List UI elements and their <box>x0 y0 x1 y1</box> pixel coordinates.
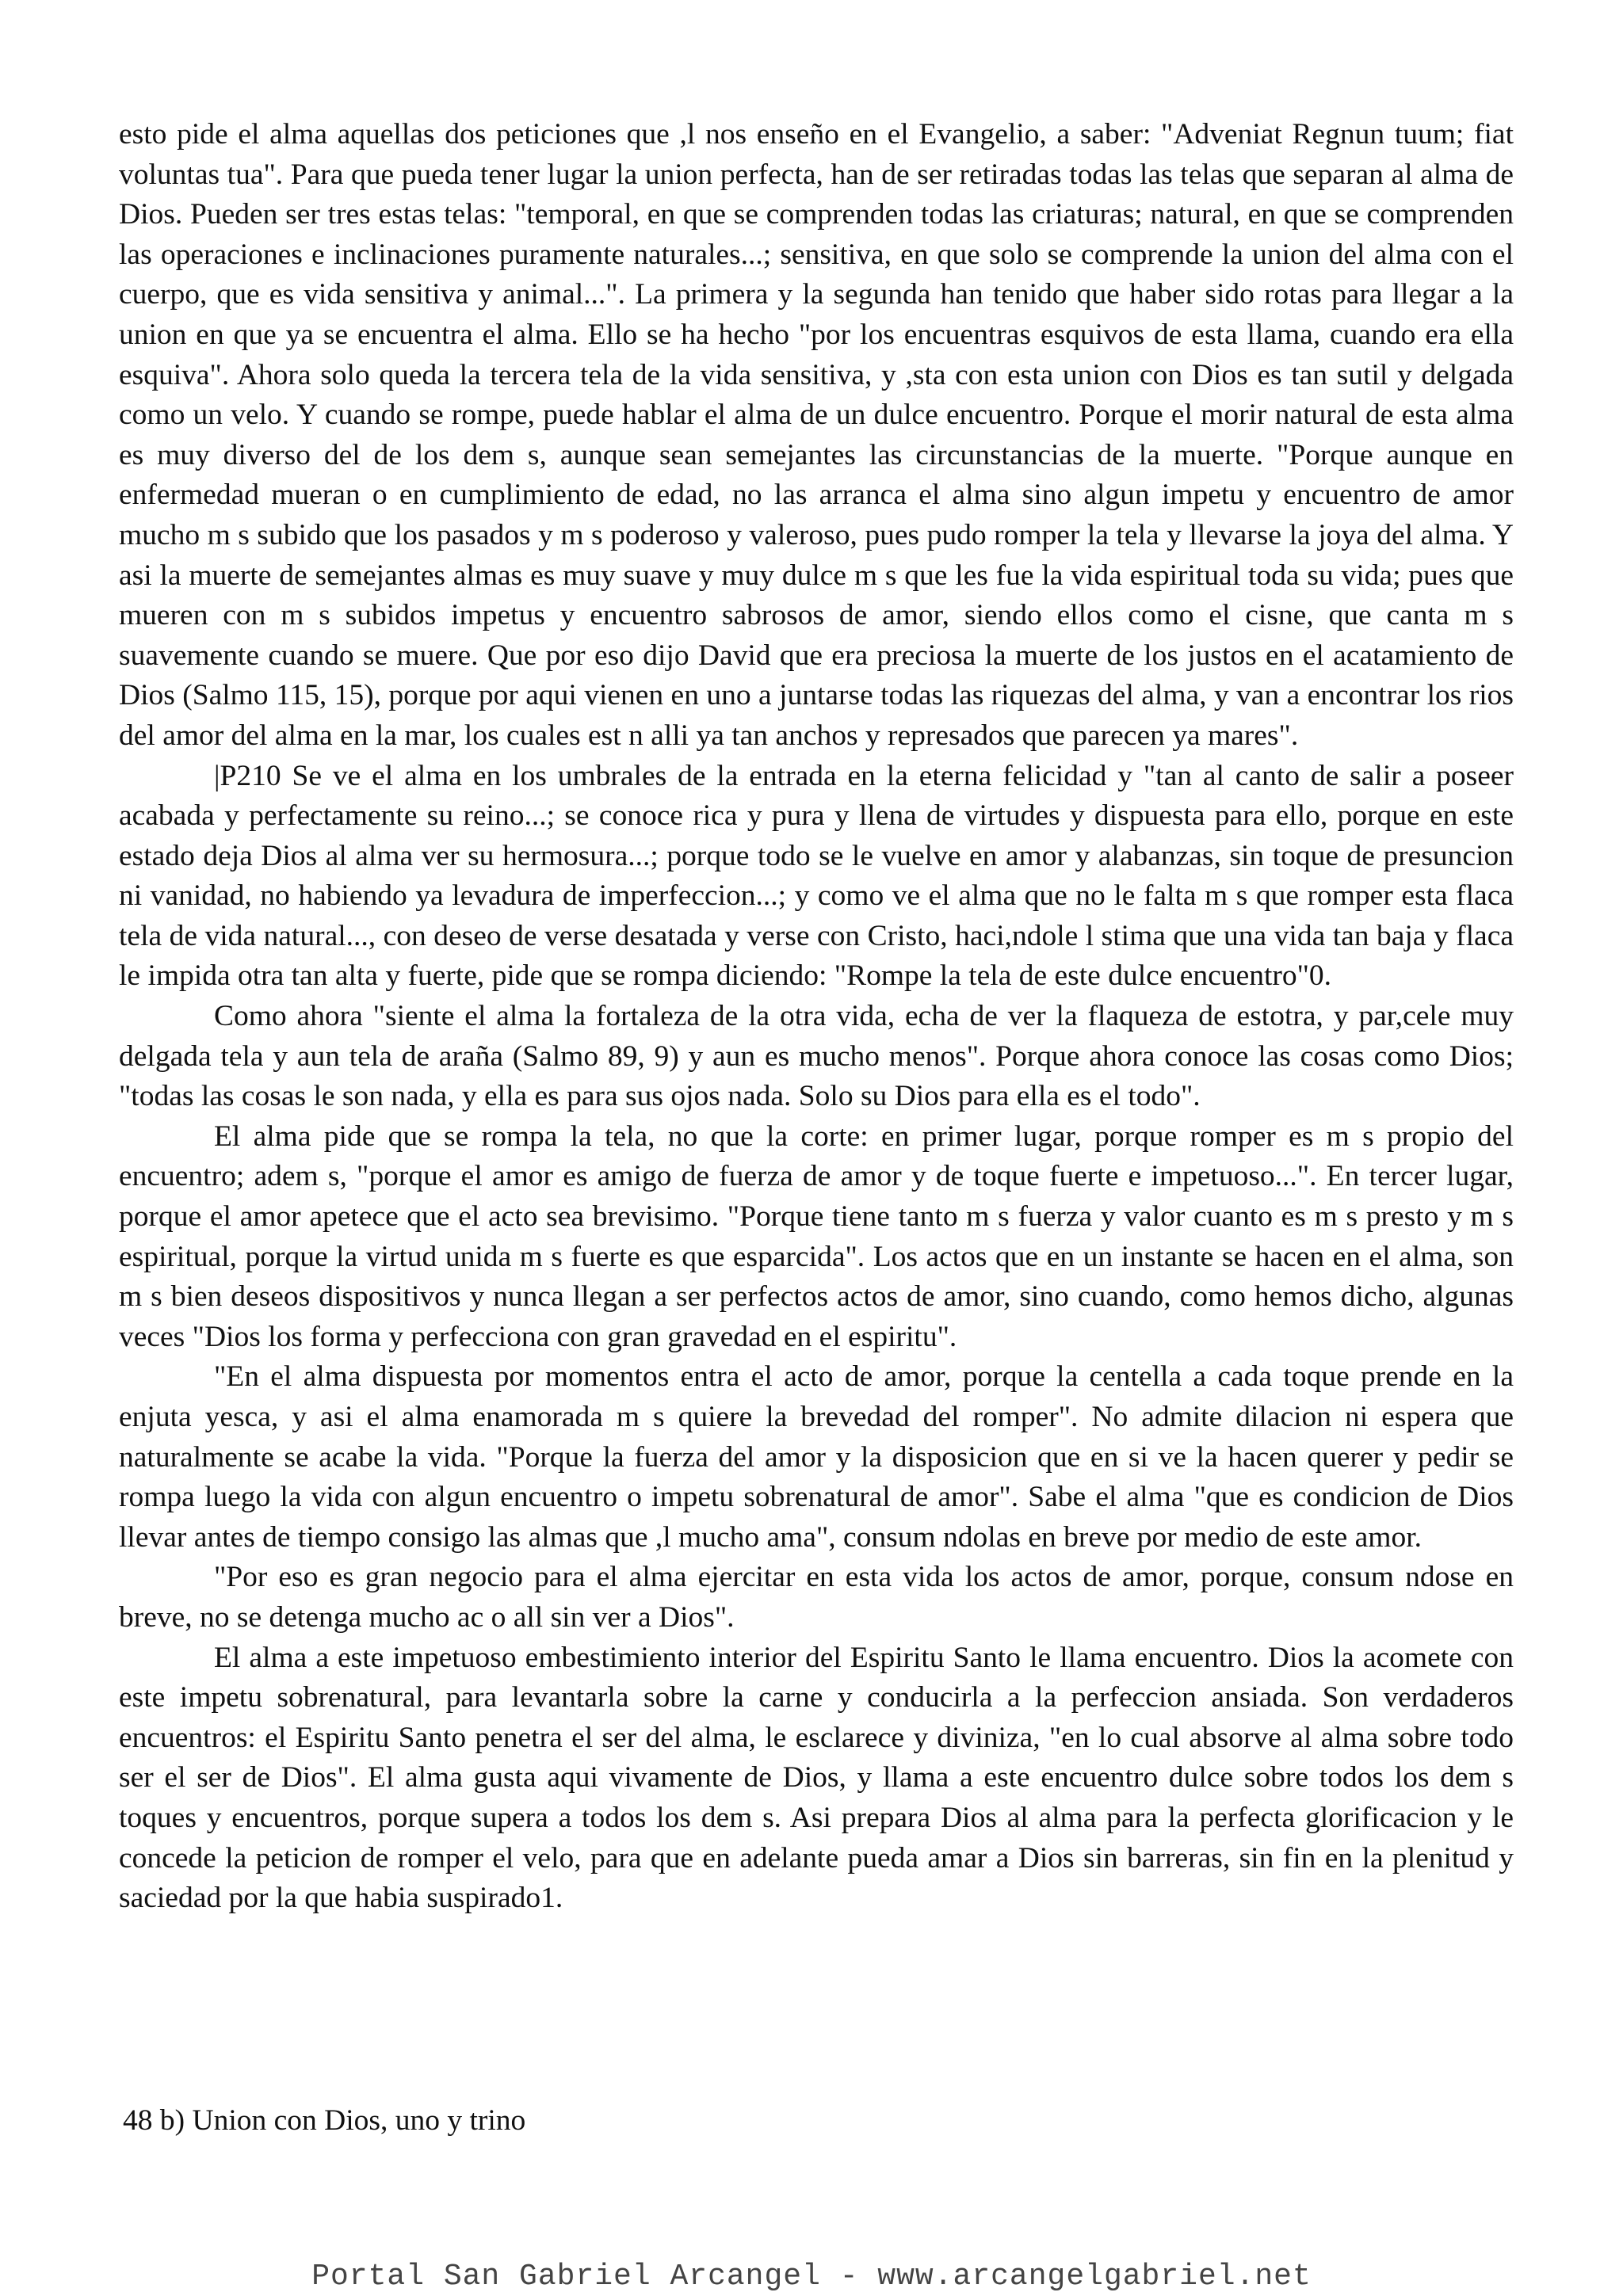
paragraph: "Por eso es gran negocio para el alma ejercitar en esta vida los actos de amor, porque, consum ndose en breve, no se detenga mucho ac o all sin ver a Dios". <box>119 1561 1514 1634</box>
paragraph: El alma pide que se rompa la tela, no que la corte: en primer lugar, porque romper es m s propio del encuentro; adem s, "porque el amor es amigo de fuerza de amor y de toque fuerte e impetuoso...". En tercer lugar, porque el amor apetece que el acto sea brevisimo. "Porque tiene tanto m s fuerza y valor cuanto es m s presto y m s espiritual, porque la virtud unida m s fuerte es que esparcida". Los actos que en un instante se hacen en el alma, son m s bien deseos dispositivos y nunca llegan a ser perfectos actos de amor, sino cuando, como hemos dicho, algunas veces "Dios los forma y perfecciona con gran gravedad en el espiritu". <box>119 1119 1514 1353</box>
section-heading: 48 b) Union con Dios, uno y trino <box>123 2104 526 2137</box>
paragraph: "En el alma dispuesta por momentos entra el acto de amor, porque la centella a cada toque prende en la enjuta yesca, y asi el alma enamorada m s quiere la brevedad del romper". No admite dilacion ni espera que naturalmente se acabe la vida. "Porque la fuerza del amor y la disposicion que en si ve la hacen querer y pedir se rompa luego la vida con algun encuentro o impetu sobrenatural de amor". Sabe el alma "que es condicion de Dios llevar antes de tiempo consigo las almas que ,l mucho ama", consum ndolas en breve por medio de este amor. <box>119 1360 1514 1554</box>
page-footer <box>0 2260 1623 2294</box>
paragraph: |P210 Se ve el alma en los umbrales de la entrada en la eterna felicidad y "tan al canto de salir a poseer acabada y perfectamente su reino...; se conoce rica y pura y llena de virtudes y dispuesta para ello, porque en este estado deja Dios al alma ver su hermosura...; porque todo se le vuelve en amor y alabanzas, sin toque de presuncion ni vanidad, no habiendo ya levadura de imperfeccion...; y como ve el alma que no le falta m s que romper esta flaca tela de vida natural..., con deseo de verse desatada y verse con Cristo, haci,ndole l stima que una vida tan baja y flaca le impida otra tan alta y fuerte, pide que se rompa diciendo: "Rompe la tela de este dulce encuentro"0. <box>119 759 1514 993</box>
document-body <box>119 115 1514 1919</box>
paragraph: Como ahora "siente el alma la fortaleza de la otra vida, echa de ver la flaqueza de estotra, y par,cele muy delgada tela y aun tela de araña (Salmo 89, 9) y aun es mucho menos". Porque ahora conoce las cosas como Dios; "todas las cosas le son nada, y ella es para sus ojos nada. Solo su Dios para ella es el todo". <box>119 1000 1514 1113</box>
paragraph: esto pide el alma aquellas dos peticiones que ,l nos enseño en el Evangelio, a saber: "Adveniat Regnun tuum; fiat voluntas tua". Para que pueda tener lugar la union perfecta, han de ser retiradas todas las telas que separan al alma de Dios. Pueden ser tres estas telas: "temporal, en que se comprenden todas las criaturas; natural, en que se comprenden las operaciones e inclinaciones puramente naturales...; sensitiva, en que solo se comprende la union del alma con el cuerpo, que es vida sensitiva y animal...". La primera y la segunda han tenido que haber sido rotas para llegar a la union en que ya se encuentra el alma. Ello se ha hecho "por los encuentras esquivos de esta llama, cuando era ella esquiva". Ahora solo queda la tercera tela de la vida sensitiva, y ,sta con esta union con Dios es tan sutil y delgada como un velo. Y cuando se rompe, puede hablar el alma de un dulce encuentro. Porque el morir natural de esta alma es muy diverso del de los dem s, aunque sean semejantes las circunstancias de la muerte. "Porque aunque en enfermedad mueran o en cumplimiento de edad, no las arranca el alma sino algun impetu y encuentro de amor mucho m s subido que los pasados y m s poderoso y valeroso, pues pudo romper la tela y llevarse la joya del alma. Y asi la muerte de semejantes almas es muy suave y muy dulce m s que les fue la vida espiritual toda su vida; pues que mueren con m s subidos impetus y encuentro sabrosos de amor, siendo ellos como el cisne, que canta m s suavemente cuando se muere. Que por eso dijo David que era preciosa la muerte de los justos en el acatamiento de Dios (Salmo 115, 15), porque por aqui vienen en uno a juntarse todas las riquezas del alma, y van a encontrar los rios del amor del alma en la mar, los cuales est n alli ya tan anchos y represados que parecen ya mares". <box>119 118 1514 752</box>
paragraph: El alma a este impetuoso embestimiento interior del Espiritu Santo le llama encuentro. Dios la acomete con este impetu sobrenatural, para levantarla sobre la carne y conducirla a la perfeccion ansiada. Son verdaderos encuentros: el Espiritu Santo penetra el ser del alma, le esclarece y diviniza, "en lo cual absorve al alma sobre todo ser el ser de Dios". El alma gusta aqui vivamente de Dios, y llama a este encuentro dulce sobre todos los dem s toques y encuentros, porque supera a todos los dem s. Asi prepara Dios al alma para la perfecta glorificacion y le concede la peticion de romper el velo, para que en adelante pueda amar a Dios sin barreras, sin fin en la plenitud y saciedad por la que habia suspirado1. <box>119 1641 1514 1915</box>
footer-text: Portal San Gabriel Arcangel - www.arcangelgabriel.net <box>311 2260 1312 2294</box>
